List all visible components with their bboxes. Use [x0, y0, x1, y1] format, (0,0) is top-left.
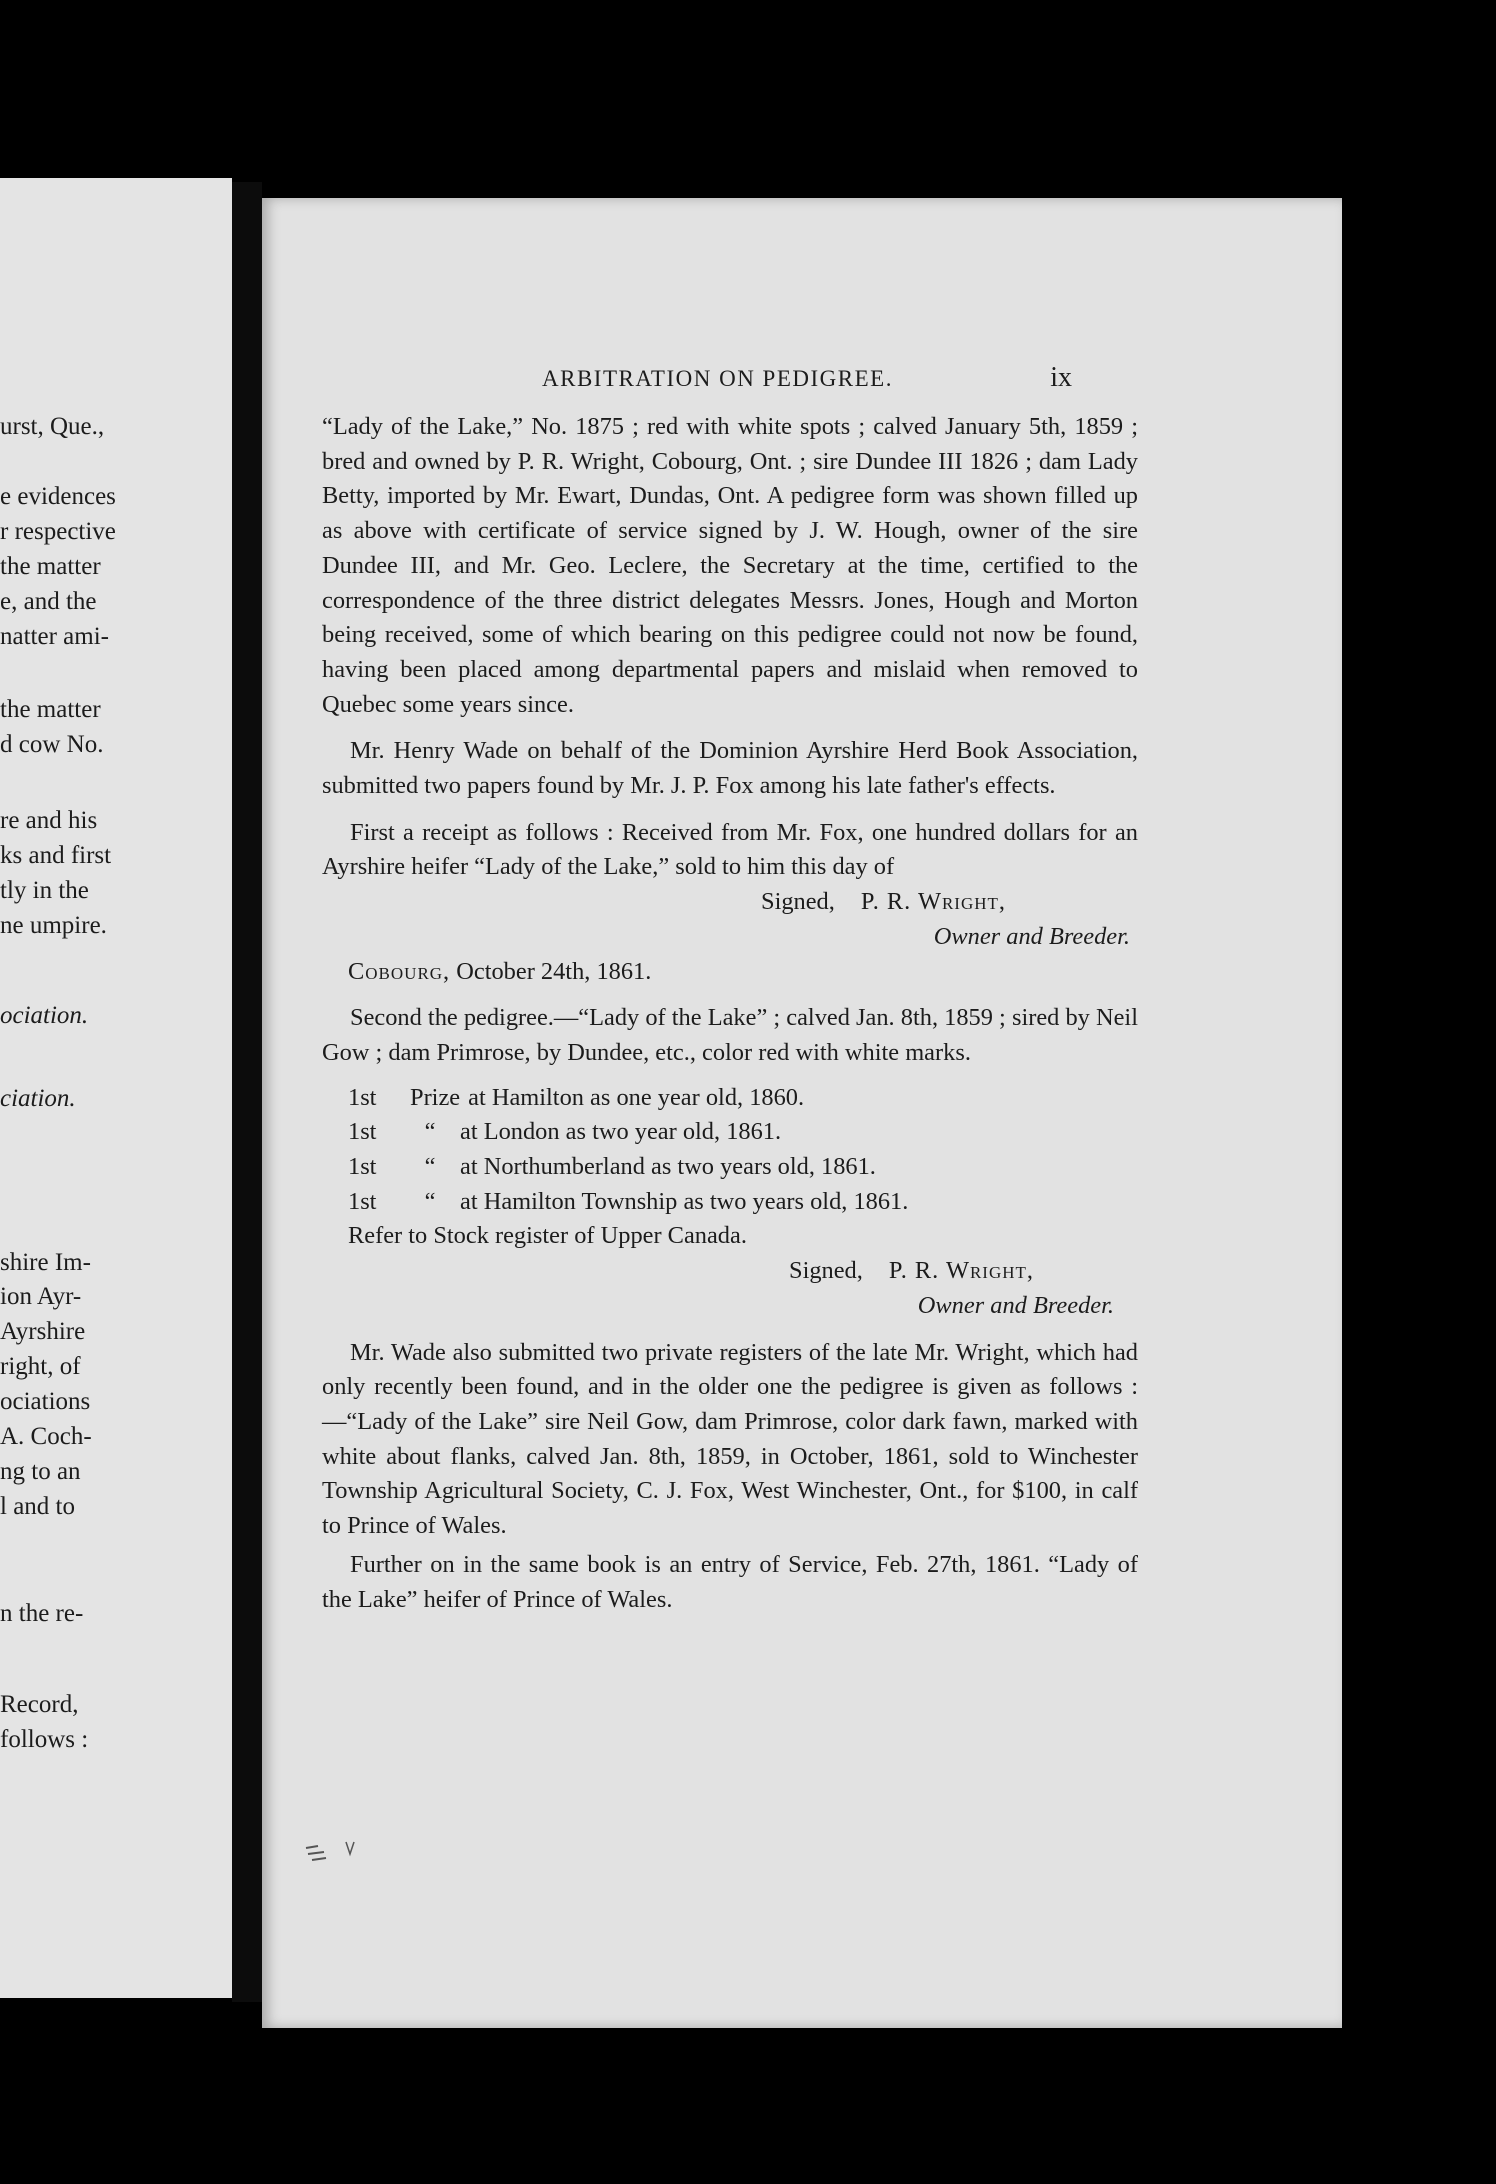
left-fragment: tly in the	[0, 877, 89, 904]
left-fragment: ne umpire.	[0, 912, 107, 939]
signer-name: P. R. Wright,	[888, 1257, 1034, 1285]
paragraph-henry-wade: Mr. Henry Wade on behalf of the Dominion Ayrshire Herd Book Association, submitted two papers found by Mr. J. P. Fox among his late father's effects.	[322, 737, 1138, 800]
page-number: ix	[1050, 362, 1072, 393]
signed-label: Signed,	[789, 1257, 863, 1285]
ditto-mark: “	[424, 1118, 436, 1146]
signature-block	[322, 885, 1138, 920]
register-reference: Refer to Stock register of Upper Canada.	[348, 1222, 747, 1250]
left-fragment: Ayrshire	[0, 1318, 86, 1345]
left-fragment: the matter	[0, 553, 101, 580]
left-fragment: urst, Que.,	[0, 413, 105, 440]
prize-rank: 1st	[348, 1153, 377, 1181]
paragraph-service-entry: Further on in the same book is an entry of Service, Feb. 27th, 1861. “Lady of the Lake” heifer of Prince of Wales.	[322, 1550, 1138, 1613]
running-header	[542, 362, 1072, 394]
paragraph-lady-of-the-lake: “Lady of the Lake,” No. 1875 ; red with white spots ; calved January 5th, 1859 ; bred and owned by P. R. Wright, Cobourg, Ont. ; sire Dundee III 1826 ; dam Lady Betty, imported by Mr. Ewart, Dundas, Ont. A pedigree form was shown filled up as above with certificate of service signed by J. W. Hough, owner of the sire Dundee III, and Mr. Geo. Leclere, the Secretary at the time, certified to the correspondence of the three district delegates Messrs. Jones, Hough and Morton being received, some of which bearing on this pedigree could not now be found, having been placed among departmental papers and mislaid when removed to Quebec some years since.	[322, 413, 1138, 718]
prize-text: at London as two year old, 1861.	[460, 1118, 782, 1146]
dateline-date: October 24th, 1861.	[456, 957, 652, 985]
paragraph-private-registers: Mr. Wade also submitted two private registers of the late Mr. Wright, which had only recently been found, and in the older one the pedigree is given as follows :—“Lady of the Lake” sire Neil Gow, dam Primrose, color dark fawn, marked with white about flanks, calved Jan. 8th, 1859, in October, 1861, sold to Winchester Township Agricultural Society, C. J. Fox, West Winchester, Ont., for $100, in calf to Prince of Wales.	[322, 1338, 1138, 1540]
paragraph-pedigree: Second the pedigree.—“Lady of the Lake” ; calved Jan. 8th, 1859 ; sired by Neil Gow ; dam Primrose, by Dundee, etc., color red with white marks.	[322, 1004, 1138, 1066]
right-page	[262, 198, 1342, 2028]
signature-block	[322, 1254, 1138, 1289]
left-fragment: follows :	[0, 1726, 89, 1753]
ditto-mark: “	[424, 1187, 436, 1215]
prize-text: at Hamilton Township as two years old, 1861.	[460, 1187, 909, 1215]
ditto-mark: “	[424, 1153, 436, 1181]
ink-specks	[302, 1838, 362, 1868]
left-fragment: e, and the	[0, 588, 97, 615]
left-fragment: l and to	[0, 1493, 75, 1520]
left-fragment: e evidences	[0, 483, 116, 510]
left-fragment: ion Ayr-	[0, 1283, 82, 1310]
signer-title: Owner and Breeder.	[933, 922, 1130, 950]
prize-rank: 1st	[348, 1187, 377, 1215]
prize-item	[348, 1115, 1138, 1150]
prize-label: Prize	[410, 1083, 461, 1111]
prize-item	[348, 1081, 1138, 1116]
prize-item	[348, 1185, 1138, 1220]
book-gutter	[232, 182, 262, 2002]
prize-rank: 1st	[348, 1083, 377, 1111]
left-fragment: right, of	[0, 1353, 81, 1380]
left-fragment: the matter	[0, 696, 101, 723]
left-fragment: ociation.	[0, 1002, 89, 1029]
dateline-place: Cobourg,	[348, 957, 451, 985]
left-fragment: natter ami-	[0, 623, 109, 650]
page-body	[322, 410, 1138, 1617]
prize-text: at Northumberland as two years old, 1861.	[460, 1153, 876, 1181]
left-fragment: d cow No.	[0, 731, 104, 758]
prize-item	[348, 1150, 1138, 1185]
left-fragment: A. Coch-	[0, 1423, 92, 1450]
prize-text: at Hamilton as one year old, 1860.	[468, 1083, 805, 1111]
left-fragment: r respective	[0, 518, 116, 545]
left-fragment: ociations	[0, 1388, 91, 1415]
left-fragment: ng to an	[0, 1458, 81, 1485]
left-fragment: shire Im-	[0, 1249, 91, 1276]
left-fragment: n the re-	[0, 1600, 84, 1627]
prize-list	[348, 1081, 1138, 1220]
left-fragment: Record,	[0, 1691, 79, 1718]
signed-label: Signed,	[761, 888, 835, 916]
prize-rank: 1st	[348, 1118, 377, 1146]
left-fragment: ks and first	[0, 842, 112, 869]
left-facing-page	[0, 178, 232, 1998]
signer-title: Owner and Breeder.	[917, 1291, 1114, 1319]
paragraph-receipt: First a receipt as follows : Received from Mr. Fox, one hundred dollars for an Ayrshire heifer “Lady of the Lake,” sold to him this day of	[322, 818, 1138, 881]
left-fragment: re and his	[0, 807, 98, 834]
running-title: ARBITRATION ON PEDIGREE.	[542, 366, 893, 391]
left-fragment: ciation.	[0, 1085, 76, 1112]
dateline	[322, 955, 1138, 990]
signer-name: P. R. Wright,	[860, 888, 1006, 916]
